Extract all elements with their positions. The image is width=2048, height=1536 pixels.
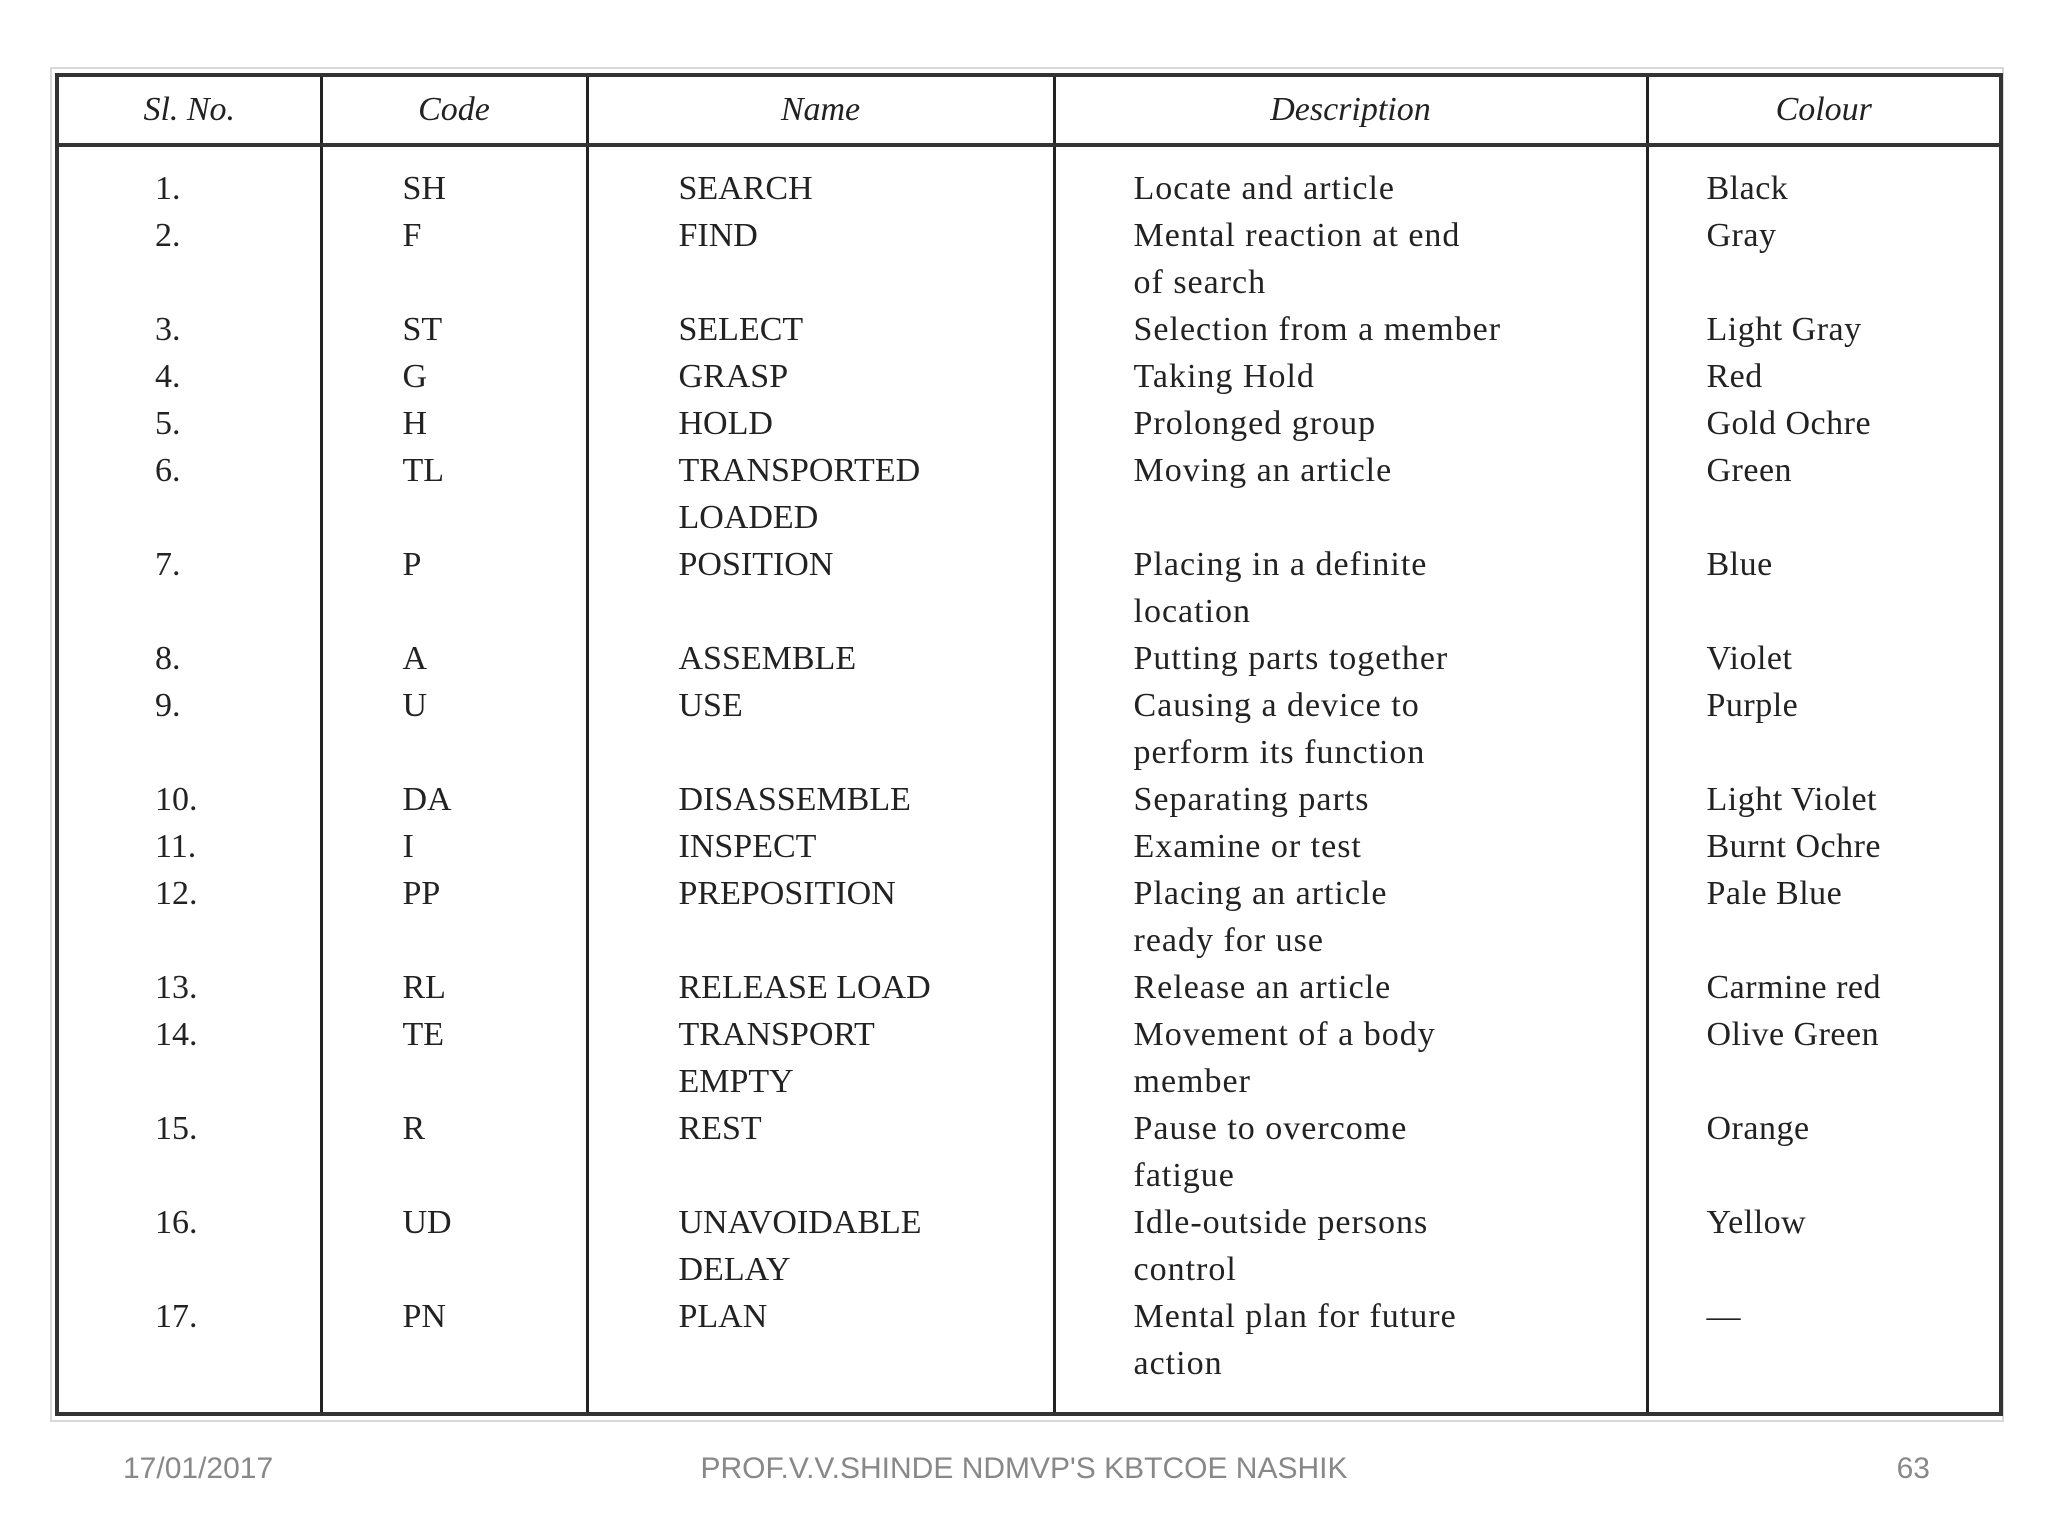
cell-description-line: Locate and article bbox=[1133, 170, 1396, 207]
cell-description bbox=[1054, 682, 1647, 776]
cell-sl-no: 10. bbox=[155, 781, 198, 818]
table-row bbox=[57, 964, 2001, 1011]
footer-author: PROF.V.V.SHINDE NDMVP'S KBTCOE NASHIK bbox=[700, 1452, 1348, 1485]
cell-description bbox=[1054, 212, 1647, 306]
cell-colour: Purple bbox=[1647, 682, 2001, 776]
cell-description-line: ready for use bbox=[1133, 922, 1324, 959]
cell-description bbox=[1054, 400, 1647, 447]
cell-name bbox=[587, 870, 1054, 964]
cell-description bbox=[1054, 541, 1647, 635]
cell-colour: Orange bbox=[1647, 1105, 2001, 1199]
cell-description bbox=[1054, 870, 1647, 964]
cell-name-line: DISASSEMBLE bbox=[678, 781, 911, 818]
cell-description-line: Mental reaction at end bbox=[1133, 217, 1461, 254]
cell-name bbox=[587, 1199, 1054, 1293]
header-colour: Colour bbox=[1647, 75, 2001, 145]
cell-description bbox=[1054, 776, 1647, 823]
cell-code: G bbox=[321, 353, 587, 400]
therbligs-table bbox=[55, 73, 2003, 1416]
cell-name-line: HOLD bbox=[678, 405, 773, 442]
cell-description-line: member bbox=[1133, 1063, 1251, 1100]
table-row bbox=[57, 447, 2001, 541]
cell-name bbox=[587, 400, 1054, 447]
cell-colour: Black bbox=[1647, 145, 2001, 212]
cell-name bbox=[587, 682, 1054, 776]
cell-name-line: RELEASE LOAD bbox=[678, 969, 931, 1006]
cell-name-line: TRANSPORTED bbox=[678, 452, 921, 489]
cell-name-line: SEARCH bbox=[678, 170, 813, 207]
cell-description-line: Placing in a definite bbox=[1133, 546, 1428, 583]
table-row bbox=[57, 1011, 2001, 1105]
table-row bbox=[57, 870, 2001, 964]
cell-colour: Gray bbox=[1647, 212, 2001, 306]
table-row bbox=[57, 400, 2001, 447]
cell-code: PP bbox=[321, 870, 587, 964]
cell-code: A bbox=[321, 635, 587, 682]
cell-description-line: location bbox=[1133, 593, 1252, 630]
cell-sl-no: 1. bbox=[155, 170, 181, 207]
cell-name-line: USE bbox=[678, 687, 743, 724]
cell-name-line: INSPECT bbox=[678, 828, 817, 865]
cell-description-line: Separating parts bbox=[1133, 781, 1370, 818]
cell-colour: Light Violet bbox=[1647, 776, 2001, 823]
cell-description-line: Placing an article bbox=[1133, 875, 1388, 912]
cell-name bbox=[587, 212, 1054, 306]
table-row bbox=[57, 682, 2001, 776]
cell-sl-no: 17. bbox=[155, 1298, 198, 1335]
table-body bbox=[57, 145, 2001, 1414]
cell-description-line: Examine or test bbox=[1133, 828, 1362, 865]
cell-description-line: Taking Hold bbox=[1133, 358, 1315, 395]
cell-description-line: Idle-outside persons bbox=[1133, 1204, 1429, 1241]
cell-description-line: of search bbox=[1133, 264, 1267, 301]
footer-date: 17/01/2017 bbox=[123, 1452, 274, 1485]
cell-sl-no: 4. bbox=[155, 358, 181, 395]
cell-sl-no: 15. bbox=[155, 1110, 198, 1147]
cell-colour: Gold Ochre bbox=[1647, 400, 2001, 447]
cell-description-line: Mental plan for future bbox=[1133, 1298, 1457, 1335]
cell-colour: Green bbox=[1647, 447, 2001, 541]
cell-code: TE bbox=[321, 1011, 587, 1105]
cell-name bbox=[587, 353, 1054, 400]
cell-sl-no: 16. bbox=[155, 1204, 198, 1241]
cell-code: F bbox=[321, 212, 587, 306]
cell-sl-no: 3. bbox=[155, 311, 181, 348]
cell-code: ST bbox=[321, 306, 587, 353]
cell-name bbox=[587, 964, 1054, 1011]
cell-description bbox=[1054, 353, 1647, 400]
cell-name bbox=[587, 823, 1054, 870]
cell-description bbox=[1054, 306, 1647, 353]
cell-colour: Burnt Ochre bbox=[1647, 823, 2001, 870]
table-row bbox=[57, 635, 2001, 682]
cell-code: SH bbox=[321, 145, 587, 212]
cell-description-line: Putting parts together bbox=[1133, 640, 1449, 677]
cell-sl-no: 12. bbox=[155, 875, 198, 912]
cell-name bbox=[587, 776, 1054, 823]
cell-code: R bbox=[321, 1105, 587, 1199]
table-row bbox=[57, 353, 2001, 400]
cell-description-line: control bbox=[1133, 1251, 1237, 1288]
cell-description-line: action bbox=[1133, 1345, 1223, 1382]
cell-name bbox=[587, 447, 1054, 541]
cell-name-line: GRASP bbox=[678, 358, 789, 395]
cell-colour: Carmine red bbox=[1647, 964, 2001, 1011]
cell-colour: Olive Green bbox=[1647, 1011, 2001, 1105]
cell-sl-no: 2. bbox=[155, 217, 181, 254]
cell-name bbox=[587, 145, 1054, 212]
cell-name-line: EMPTY bbox=[678, 1063, 794, 1100]
cell-sl-no: 9. bbox=[155, 687, 181, 724]
cell-code: TL bbox=[321, 447, 587, 541]
cell-colour: Pale Blue bbox=[1647, 870, 2001, 964]
cell-description-line: Release an article bbox=[1133, 969, 1392, 1006]
cell-colour: Light Gray bbox=[1647, 306, 2001, 353]
cell-name-line: UNAVOIDABLE bbox=[678, 1204, 922, 1241]
cell-description bbox=[1054, 1199, 1647, 1293]
cell-colour: Violet bbox=[1647, 635, 2001, 682]
cell-description-line: Pause to overcome bbox=[1133, 1110, 1408, 1147]
cell-colour: Yellow bbox=[1647, 1199, 2001, 1293]
cell-colour: — bbox=[1647, 1293, 2001, 1414]
cell-description bbox=[1054, 1105, 1647, 1199]
cell-description bbox=[1054, 145, 1647, 212]
cell-code: PN bbox=[321, 1293, 587, 1414]
table-row bbox=[57, 306, 2001, 353]
cell-description-line: Prolonged group bbox=[1133, 405, 1377, 442]
header-row bbox=[57, 75, 2001, 145]
cell-description-line: perform its function bbox=[1133, 734, 1426, 771]
table-row bbox=[57, 145, 2001, 212]
cell-name bbox=[587, 306, 1054, 353]
table-row bbox=[57, 1199, 2001, 1293]
cell-name-line: REST bbox=[678, 1110, 762, 1147]
cell-name-line: FIND bbox=[678, 217, 758, 254]
cell-description bbox=[1054, 635, 1647, 682]
cell-description-line: Moving an article bbox=[1133, 452, 1393, 489]
cell-sl-no: 5. bbox=[155, 405, 181, 442]
cell-sl-no: 14. bbox=[155, 1016, 198, 1053]
cell-description bbox=[1054, 1011, 1647, 1105]
cell-colour: Blue bbox=[1647, 541, 2001, 635]
cell-sl-no: 8. bbox=[155, 640, 181, 677]
cell-code: UD bbox=[321, 1199, 587, 1293]
cell-code: U bbox=[321, 682, 587, 776]
cell-name-line: PREPOSITION bbox=[678, 875, 896, 912]
cell-description-line: fatigue bbox=[1133, 1157, 1235, 1194]
table-row bbox=[57, 823, 2001, 870]
cell-colour: Red bbox=[1647, 353, 2001, 400]
cell-name bbox=[587, 1293, 1054, 1414]
cell-code: I bbox=[321, 823, 587, 870]
cell-code: DA bbox=[321, 776, 587, 823]
cell-sl-no: 11. bbox=[155, 828, 197, 865]
cell-name-line: POSITION bbox=[678, 546, 834, 583]
cell-name-line: ASSEMBLE bbox=[678, 640, 857, 677]
cell-name bbox=[587, 541, 1054, 635]
cell-name-line: DELAY bbox=[678, 1251, 791, 1288]
cell-name bbox=[587, 1105, 1054, 1199]
cell-code: RL bbox=[321, 964, 587, 1011]
header-name: Name bbox=[587, 75, 1054, 145]
header-description: Description bbox=[1054, 75, 1647, 145]
cell-name bbox=[587, 1011, 1054, 1105]
cell-description bbox=[1054, 823, 1647, 870]
header-sl-no: Sl. No. bbox=[57, 75, 321, 145]
cell-sl-no: 7. bbox=[155, 546, 181, 583]
cell-code: P bbox=[321, 541, 587, 635]
cell-name-line: PLAN bbox=[678, 1298, 768, 1335]
cell-code: H bbox=[321, 400, 587, 447]
cell-sl-no: 6. bbox=[155, 452, 181, 489]
cell-sl-no: 13. bbox=[155, 969, 198, 1006]
table-row bbox=[57, 1293, 2001, 1414]
page-number: 63 bbox=[1896, 1452, 1930, 1485]
cell-description-line: Causing a device to bbox=[1133, 687, 1420, 724]
cell-name-line: SELECT bbox=[678, 311, 804, 348]
table-row bbox=[57, 1105, 2001, 1199]
table-row bbox=[57, 212, 2001, 306]
cell-description bbox=[1054, 964, 1647, 1011]
header-code: Code bbox=[321, 75, 587, 145]
cell-name-line: LOADED bbox=[678, 499, 819, 536]
cell-description-line: Movement of a body bbox=[1133, 1016, 1436, 1053]
table-row bbox=[57, 541, 2001, 635]
cell-description bbox=[1054, 1293, 1647, 1414]
table-header bbox=[57, 75, 2001, 145]
cell-name bbox=[587, 635, 1054, 682]
table-row bbox=[57, 776, 2001, 823]
cell-name-line: TRANSPORT bbox=[678, 1016, 875, 1053]
cell-description-line: Selection from a member bbox=[1133, 311, 1502, 348]
cell-description bbox=[1054, 447, 1647, 541]
